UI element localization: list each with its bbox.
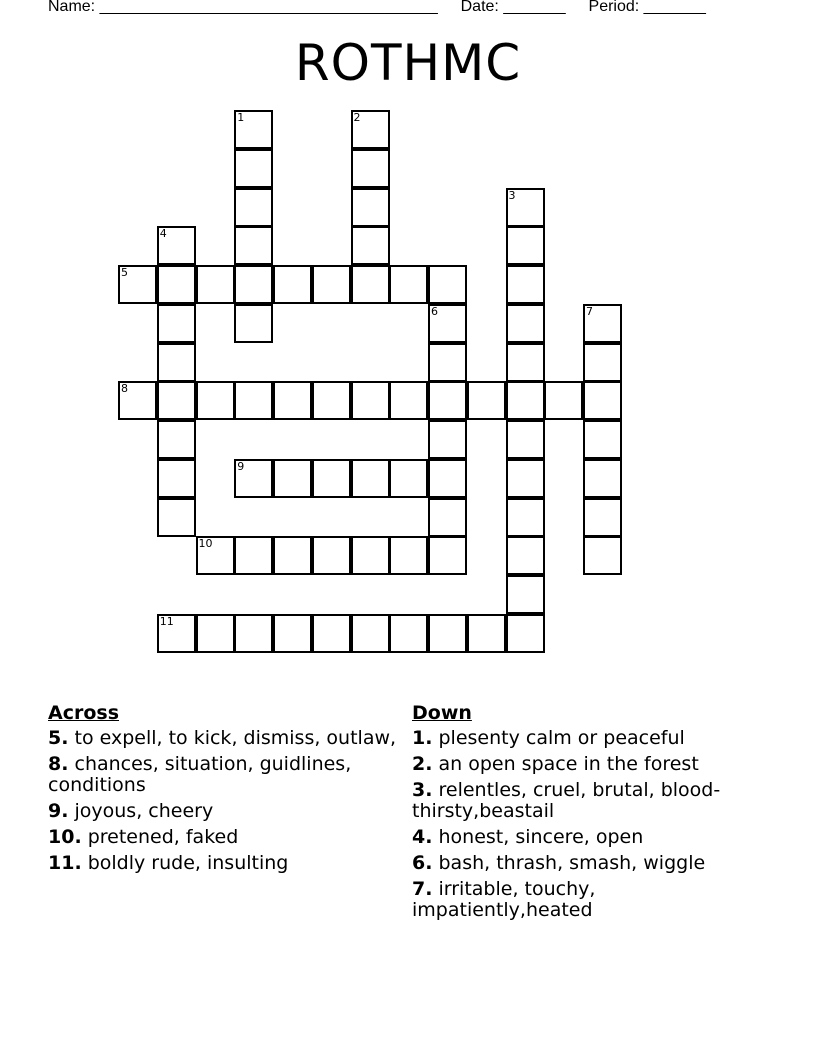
grid-cell[interactable] bbox=[351, 226, 390, 265]
grid-cell[interactable] bbox=[583, 420, 622, 459]
grid-cell[interactable] bbox=[583, 536, 622, 575]
grid-cell[interactable] bbox=[506, 575, 545, 614]
grid-cell[interactable] bbox=[157, 459, 196, 498]
clue-number: 2 bbox=[353, 111, 361, 124]
clue-number: 4 bbox=[159, 227, 167, 241]
grid-cell[interactable] bbox=[157, 498, 196, 537]
grid-cell[interactable] bbox=[234, 149, 273, 188]
grid-cell[interactable] bbox=[467, 381, 506, 420]
clue-across-10: 10. pretened, faked bbox=[48, 826, 239, 848]
grid-cell[interactable] bbox=[544, 381, 583, 420]
grid-cell[interactable] bbox=[506, 265, 545, 304]
clue-number: 11 bbox=[159, 614, 174, 628]
grid-cell[interactable] bbox=[389, 536, 428, 575]
grid-cell[interactable] bbox=[389, 614, 428, 653]
grid-cell[interactable] bbox=[506, 536, 545, 575]
clue-down-3: 3. relentles, cruel, brutal, blood-thirsty,beastail bbox=[412, 779, 721, 822]
clue-number: 8 bbox=[121, 382, 128, 396]
grid-cell[interactable] bbox=[583, 304, 622, 343]
grid-cell[interactable] bbox=[506, 614, 545, 653]
clue-number: 1 bbox=[237, 111, 245, 124]
grid-cell[interactable] bbox=[428, 614, 467, 653]
grid-cell[interactable] bbox=[506, 188, 545, 227]
grid-cell[interactable] bbox=[196, 614, 235, 653]
grid-cell[interactable] bbox=[273, 265, 312, 304]
grid-cell[interactable] bbox=[351, 110, 390, 149]
name-field-label: Name: ______________________________________ bbox=[48, 0, 438, 15]
clue-number: 6 bbox=[431, 304, 438, 318]
clue-down-7: 7. irritable, touchy, impatiently,heated bbox=[412, 878, 596, 921]
grid-cell[interactable] bbox=[234, 226, 273, 265]
grid-cell[interactable] bbox=[351, 459, 390, 498]
grid-cell[interactable] bbox=[428, 420, 467, 459]
date-field-label: Date: _______ bbox=[460, 0, 566, 15]
grid-cell[interactable] bbox=[428, 265, 467, 304]
grid-cell[interactable] bbox=[428, 498, 467, 537]
grid-cell[interactable] bbox=[467, 614, 506, 653]
clue-number: 3 bbox=[508, 188, 516, 202]
grid-cell[interactable] bbox=[351, 149, 390, 188]
grid-cell[interactable] bbox=[196, 536, 235, 575]
grid-cell[interactable] bbox=[234, 536, 273, 575]
grid-cell[interactable] bbox=[583, 459, 622, 498]
grid-cell[interactable] bbox=[351, 614, 390, 653]
down-heading: Down bbox=[412, 702, 472, 724]
grid-cell[interactable] bbox=[273, 614, 312, 653]
grid-cell[interactable] bbox=[506, 304, 545, 343]
grid-cell[interactable] bbox=[351, 188, 390, 227]
clue-down-1: 1. plesenty calm or peaceful bbox=[412, 727, 685, 749]
clue-number: 7 bbox=[586, 304, 593, 318]
grid-cell[interactable] bbox=[506, 381, 545, 420]
grid-cell[interactable] bbox=[312, 614, 351, 653]
grid-cell[interactable] bbox=[506, 498, 545, 537]
grid-cell[interactable] bbox=[312, 381, 351, 420]
grid-cell[interactable] bbox=[428, 536, 467, 575]
puzzle-title: ROTHMC bbox=[294, 34, 522, 92]
grid-cell[interactable] bbox=[312, 265, 351, 304]
grid-cell[interactable] bbox=[234, 381, 273, 420]
clue-number: 10 bbox=[198, 537, 213, 551]
grid-cell[interactable] bbox=[506, 459, 545, 498]
grid-cell[interactable] bbox=[234, 459, 273, 498]
grid-cell[interactable] bbox=[234, 614, 273, 653]
clue-across-11: 11. boldly rude, insulting bbox=[48, 852, 289, 874]
grid-cell[interactable] bbox=[157, 614, 196, 653]
grid-cell[interactable] bbox=[157, 304, 196, 343]
grid-cell[interactable] bbox=[312, 459, 351, 498]
grid-cell[interactable] bbox=[234, 265, 273, 304]
grid-cell[interactable] bbox=[157, 265, 196, 304]
grid-cell[interactable] bbox=[583, 343, 622, 382]
grid-cell[interactable] bbox=[312, 536, 351, 575]
grid-cell[interactable] bbox=[234, 110, 273, 149]
clue-down-4: 4. honest, sincere, open bbox=[412, 826, 644, 848]
grid-cell[interactable] bbox=[157, 420, 196, 459]
grid-cell[interactable] bbox=[118, 381, 157, 420]
grid-cell[interactable] bbox=[234, 188, 273, 227]
grid-cell[interactable] bbox=[389, 381, 428, 420]
across-heading: Across bbox=[48, 702, 120, 724]
grid-cell[interactable] bbox=[428, 304, 467, 343]
grid-cell[interactable] bbox=[234, 304, 273, 343]
grid-cell[interactable] bbox=[583, 498, 622, 537]
clue-down-2: 2. an open space in the forest bbox=[412, 753, 699, 775]
grid-cell[interactable] bbox=[273, 381, 312, 420]
grid-cell[interactable] bbox=[351, 265, 390, 304]
grid-cell[interactable] bbox=[506, 343, 545, 382]
clue-number: 9 bbox=[237, 459, 245, 473]
grid-cell[interactable] bbox=[351, 536, 390, 575]
grid-cell[interactable] bbox=[428, 381, 467, 420]
grid-cell[interactable] bbox=[351, 381, 390, 420]
grid-cell[interactable] bbox=[196, 381, 235, 420]
period-field-label: Period: _______ bbox=[588, 0, 706, 15]
grid-cell[interactable] bbox=[506, 226, 545, 265]
grid-cell[interactable] bbox=[196, 265, 235, 304]
across-clues bbox=[48, 702, 398, 879]
grid-cell[interactable] bbox=[118, 265, 157, 304]
clue-across-8: 8. chances, situation, guidlines, conditions bbox=[48, 753, 352, 796]
grid-cell[interactable] bbox=[273, 459, 312, 498]
clue-across-9: 9. joyous, cheery bbox=[48, 800, 214, 822]
clue-number: 5 bbox=[121, 266, 128, 279]
grid-cell[interactable] bbox=[157, 381, 196, 420]
grid-cell[interactable] bbox=[157, 343, 196, 382]
clue-down-6: 6. bash, thrash, smash, wiggle bbox=[412, 852, 706, 874]
grid-cell[interactable] bbox=[583, 381, 622, 420]
clue-across-5: 5. to expell, to kick, dismiss, outlaw, bbox=[48, 727, 397, 749]
grid-cell[interactable] bbox=[273, 536, 312, 575]
grid-cell[interactable] bbox=[389, 265, 428, 304]
down-clues bbox=[412, 702, 762, 926]
grid-cell[interactable] bbox=[157, 226, 196, 265]
grid-cell[interactable] bbox=[428, 459, 467, 498]
grid-cell[interactable] bbox=[389, 459, 428, 498]
grid-cell[interactable] bbox=[506, 420, 545, 459]
grid-cell[interactable] bbox=[428, 343, 467, 382]
